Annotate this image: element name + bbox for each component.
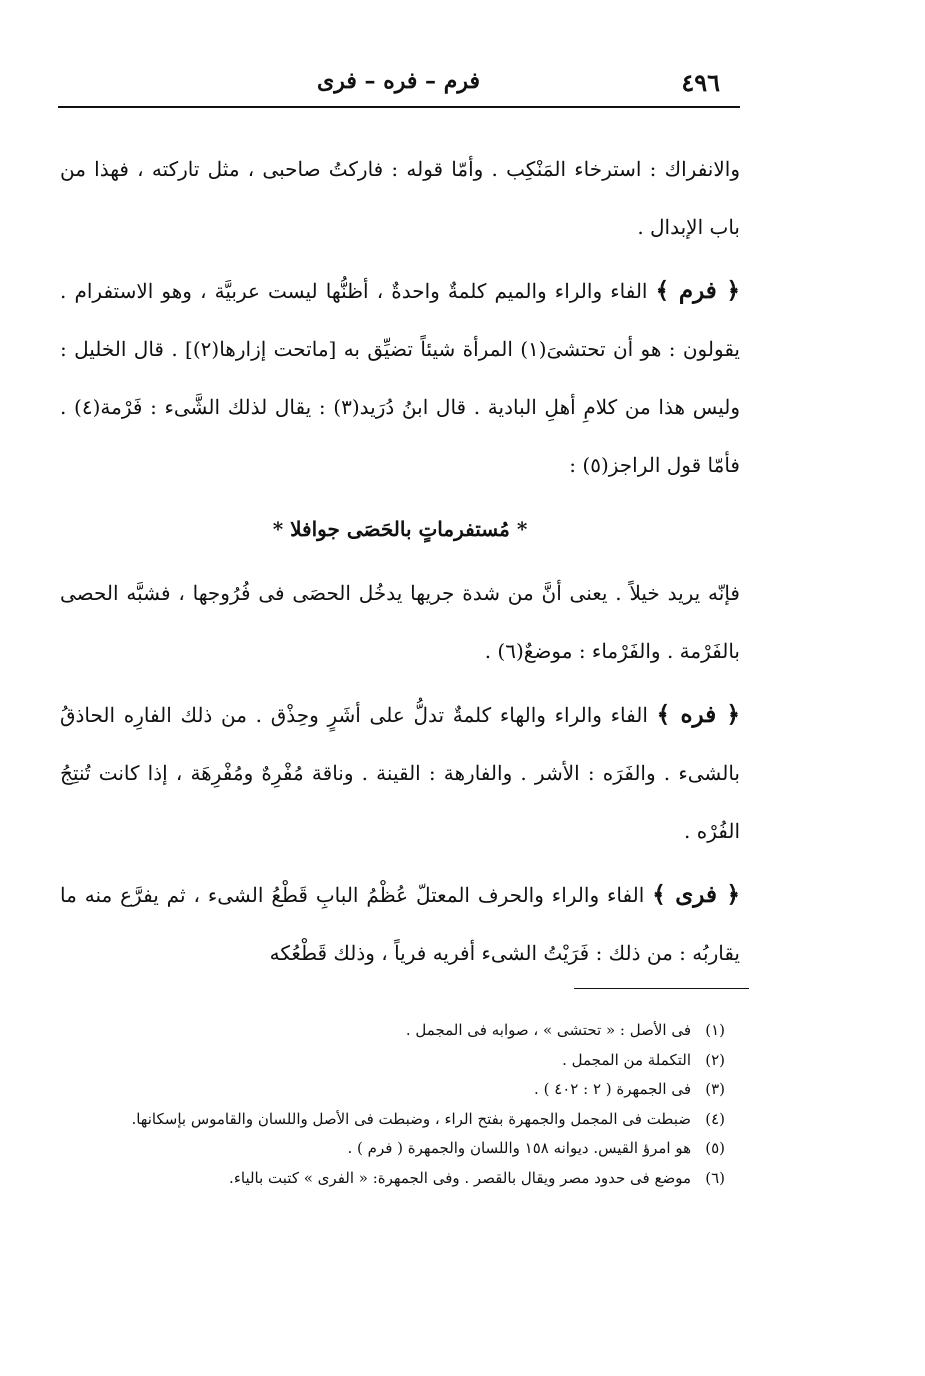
footnote-text: هو امرؤ القيس. ديوانه ١٥٨ واللسان والجمهرة ( فرم ) .: [347, 1139, 691, 1157]
entry-text-fara: الفاء والراء والحرف المعتلّ عُظْمُ البابِ قَطْعُ الشىء ، ثم يفرَّع منه ما يقاربُه : من ذلك : فَرَيْتُ الشىء أفريه فرياً ، وذلك قَطْعُكه: [60, 883, 740, 965]
footnote-item: [60, 1105, 725, 1135]
footnote-rule: [574, 988, 749, 989]
paragraph-infirak: والانفراك : استرخاء المَنْكِب . وأمّا قوله : فاركتُ صاحبى ، مثل تاركته ، فهذا من باب الإبدال .: [60, 157, 740, 239]
page-header: [62, 62, 720, 102]
paragraph-after-verse: فإنّه يريد خيلاً . يعنى أنَّ من شدة جريها يدخُل الحصَى فى فُرُوجها ، فشبَّه الحصى بالفَرْمة . والفَرْماء : موضعٌ(٦) .: [60, 581, 740, 663]
footnote-item: [60, 1075, 725, 1105]
footnote-item: [60, 1016, 725, 1046]
footnote-item: [60, 1164, 725, 1194]
footnote-number: (٤): [705, 1109, 725, 1128]
entry-root-fara: ﴿ فرى ﴾: [652, 881, 741, 908]
footnote-number: (٣): [705, 1080, 725, 1098]
entry-fara: [60, 866, 740, 982]
footnotes: [60, 1016, 725, 1193]
page-number: ٤٩٦: [681, 68, 720, 97]
header-rule: [58, 106, 740, 108]
entry-root-farm: ﴿ فرم ﴾: [655, 277, 741, 304]
footnote-item: [60, 1134, 725, 1164]
footnote-number: (٥): [705, 1139, 725, 1157]
footnote-number: (٦): [705, 1168, 725, 1187]
running-title: فرم – فره – فرى: [317, 68, 480, 94]
entry-root-farah: ﴿ فره ﴾: [656, 701, 741, 728]
footnote-text: فى الأصل : « تحتشى » ، صوابه فى المجمل .: [405, 1021, 691, 1039]
footnote-text: ضبطت فى المجمل والجمهرة بفتح الراء ، وضبطت فى الأصل واللسان والقاموس بإسكانها.: [131, 1109, 691, 1128]
footnote-text: فى الجمهرة ( ٢ : ٤٠٢ ) .: [534, 1080, 691, 1098]
footnote-item: [60, 1046, 725, 1076]
footnote-text: التكملة من المجمل .: [562, 1050, 691, 1069]
main-text: [60, 140, 740, 988]
entry-farah: [60, 686, 740, 860]
entry-text-farm: الفاء والراء والميم كلمةٌ واحدةٌ ، أظنُّها ليست عربيَّة ، وهو الاستفرام . يقولون : هو أن تحتشىَ(١) المرأة شيئاً تضيِّق به [ماتحت إزارها(٢)] . قال الخليل : وليس هذا من كلامِ أهلِ البادية . قال ابنُ دُرَيد(٣) : يقال لذلك الشَّىء : فَرْمة(٤) . فأمّا قول الراجز(٥) :: [60, 279, 740, 477]
footnote-number: (١): [705, 1021, 725, 1039]
entry-farm: [60, 262, 740, 494]
footnote-number: (٢): [705, 1050, 725, 1069]
footnote-text: موضع فى حدود مصر ويقال بالقصر . وفى الجمهرة: « الفرى » كتبت بالياء.: [229, 1168, 691, 1187]
verse-line: * مُستفرماتٍ بالحَصَى جوافلا *: [272, 517, 528, 541]
entry-text-farah: الفاء والراء والهاء كلمةٌ تدلُّ على أشَرٍ وحِذْق . من ذلك الفارِه الحاذقُ بالشىء . والفَرَه : الأشر . والفارهة : القينة . وناقة مُفْرِهٌ ومُفْرِهَة ، إذا كانت تُنتِجُ الفُرْه .: [60, 703, 740, 843]
